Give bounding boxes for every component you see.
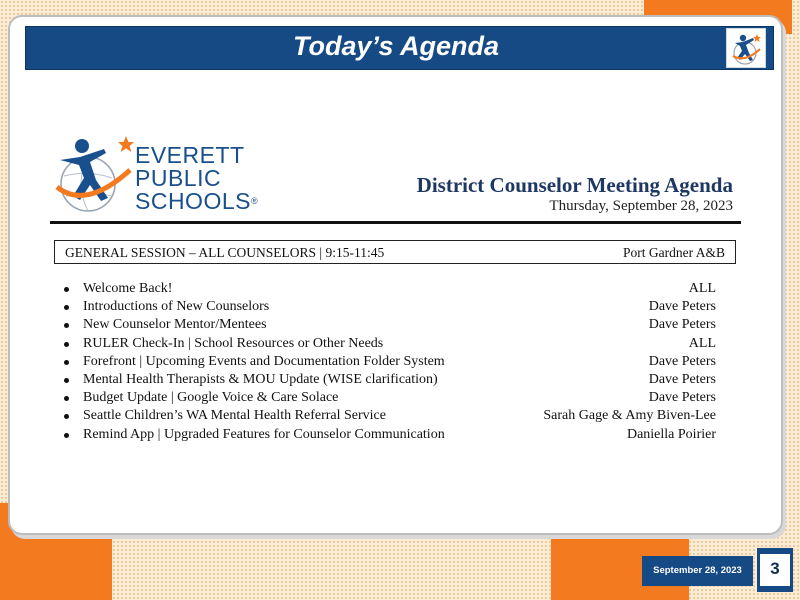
bullet-icon — [64, 414, 69, 419]
agenda-item-text: Budget Update | Google Voice & Care Solace — [83, 390, 339, 406]
bullet-icon — [64, 378, 69, 383]
session-location: Port Gardner A&B — [623, 245, 725, 260]
title-bar — [25, 26, 774, 70]
bullet-icon — [64, 360, 69, 365]
agenda-item-presenter: Dave Peters — [648, 353, 716, 369]
bullet-icon — [64, 396, 69, 401]
slide-card — [8, 15, 783, 535]
agenda-item — [58, 316, 716, 334]
agenda-item-text: Seattle Children’s WA Mental Health Referral Service — [83, 408, 386, 424]
agenda-item-text: Mental Health Therapists & MOU Update (WISE clarification) — [83, 371, 438, 387]
registered-mark: ® — [250, 196, 259, 206]
logo-word-public: PUBLIC — [135, 165, 222, 191]
agenda-item-presenter: Dave Peters — [648, 390, 716, 406]
agenda-item — [58, 335, 716, 353]
agenda-item — [58, 280, 716, 298]
everett-logo-icon — [52, 132, 134, 217]
document-date: Thursday, September 28, 2023 — [549, 198, 733, 214]
agenda-item-presenter: Dave Peters — [648, 299, 716, 315]
agenda-item-presenter: Daniella Poirier — [626, 426, 716, 442]
agenda-list — [58, 280, 716, 444]
agenda-item — [58, 389, 716, 407]
agenda-item-text: RULER Check-In | School Resources or Other Needs — [83, 335, 384, 351]
document-title: District Counselor Meeting Agenda — [416, 173, 733, 197]
logo-word-everett: EVERETT — [135, 142, 245, 168]
page-number-box — [757, 548, 793, 592]
agenda-item — [58, 426, 716, 444]
page-number: 3 — [760, 554, 790, 586]
header-divider — [50, 221, 741, 224]
district-logo-icon — [726, 28, 766, 68]
agenda-item — [58, 353, 716, 371]
session-title: GENERAL SESSION – ALL COUNSELORS | 9:15-11:45 — [65, 245, 385, 260]
logo-word-schools: SCHOOLS® — [135, 188, 259, 214]
agenda-item — [58, 407, 716, 425]
agenda-item-presenter: ALL — [688, 335, 716, 351]
bullet-icon — [64, 287, 69, 292]
bullet-icon — [64, 305, 69, 310]
agenda-item-presenter: Sarah Gage & Amy Biven-Lee — [543, 408, 716, 424]
agenda-item — [58, 371, 716, 389]
agenda-item-text: Introductions of New Counselors — [83, 299, 270, 315]
footer-date: September 28, 2023 — [642, 556, 753, 586]
agenda-item-text: Forefront | Upcoming Events and Documentation Folder System — [83, 353, 445, 369]
agenda-item-text: New Counselor Mentor/Mentees — [83, 317, 267, 333]
agenda-item-presenter: ALL — [688, 281, 716, 296]
agenda-item-presenter: Dave Peters — [648, 317, 716, 333]
session-header — [54, 240, 736, 264]
agenda-item-presenter: Dave Peters — [648, 371, 716, 387]
slide-title: Today’s Agenda — [292, 31, 500, 61]
bullet-icon — [64, 323, 69, 328]
bullet-icon — [64, 342, 69, 347]
agenda-item-text: Remind App | Upgraded Features for Counselor Communication — [83, 426, 445, 442]
agenda-item — [58, 298, 716, 316]
agenda-item-text: Welcome Back! — [83, 281, 173, 296]
bullet-icon — [64, 433, 69, 438]
